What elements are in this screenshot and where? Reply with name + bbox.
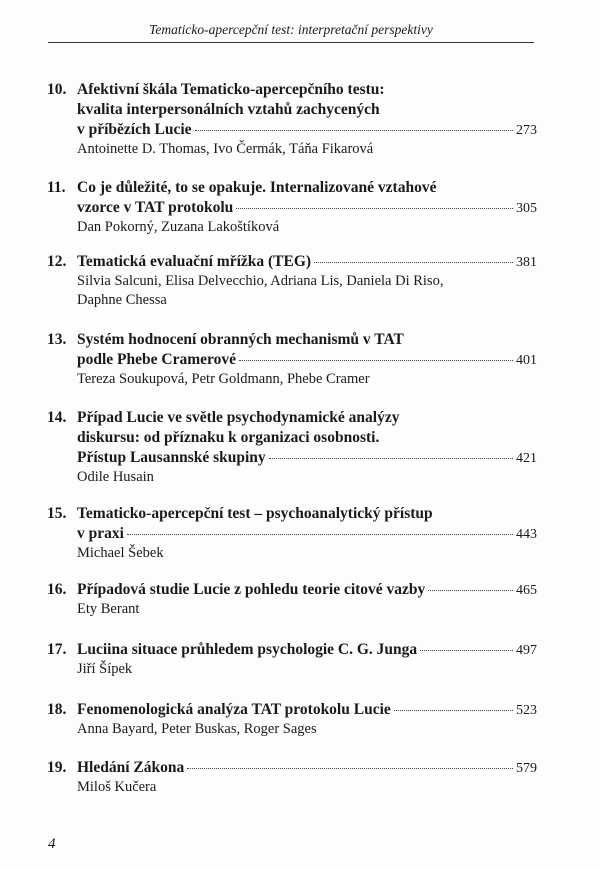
chapter-number: 15. [47,505,67,522]
chapter-title-line: Případ Lucie ve světle psychodynamické analýzy [77,409,400,426]
chapter-number: 14. [47,409,67,426]
chapter-page-number: 443 [516,527,537,542]
chapter-number: 19. [47,759,67,776]
dot-leader [428,590,513,591]
dot-leader [394,710,513,711]
chapter-authors: Dan Pokorný, Zuzana Lakoštíková [77,219,280,235]
chapter-title-line: kvalita interpersonálních vztahů zachycených [77,101,380,118]
chapter-authors: Odile Husain [77,469,154,485]
toc-entry[interactable] [47,700,537,739]
chapter-page-number: 401 [516,353,537,368]
chapter-page-number: 381 [516,255,537,270]
chapter-page-number: 273 [516,123,537,138]
chapter-title-line: Tematicko-apercepční test – psychoanalytický přístup [77,505,433,522]
chapter-page-number: 579 [516,761,537,776]
chapter-number: 13. [47,331,67,348]
chapter-authors: Silvia Salcuni, Elisa Delvecchio, Adriana Lis, Daniela Di Riso, [77,273,444,289]
chapter-authors: Jiří Šípek [77,661,133,677]
dot-leader [239,360,513,361]
chapter-number: 10. [47,81,67,98]
chapter-title-line: Tematická evaluační mřížka (TEG) [77,253,312,270]
dot-leader [420,650,513,651]
chapter-authors: Miloš Kučera [77,779,157,795]
toc-entry[interactable] [47,330,537,389]
toc-entry[interactable] [47,252,537,310]
toc-entry[interactable] [47,408,537,487]
dot-leader [314,262,513,263]
chapter-title-line: Luciina situace průhledem psychologie C. G. Junga [77,641,418,658]
dot-leader [269,458,513,459]
dot-leader [195,130,513,131]
toc-entry[interactable] [47,758,537,797]
toc-entry[interactable] [47,504,537,563]
running-header: Tematicko-apercepční test: interpretační perspektivy [48,22,534,43]
chapter-number: 12. [47,253,67,270]
dot-leader [236,208,513,209]
toc-entry[interactable] [47,80,537,159]
dot-leader [127,534,513,535]
chapter-title-line: Afektivní škála Tematicko-apercepčního testu: [77,81,385,98]
dot-leader [187,768,513,769]
chapter-authors: Ety Berant [77,601,140,617]
chapter-number: 11. [47,179,66,196]
chapter-title-line: v příbězích Lucie [77,121,192,138]
chapter-page-number: 305 [516,201,537,216]
chapter-title-line: Systém hodnocení obranných mechanismů v TAT [77,331,404,348]
chapter-title-line: Hledání Zákona [77,759,185,776]
page-number: 4 [48,836,56,852]
chapter-title-line: Přístup Lausannské skupiny [77,449,266,466]
chapter-authors: Anna Bayard, Peter Buskas, Roger Sages [77,721,317,737]
chapter-title-line: Fenomenologická analýza TAT protokolu Lucie [77,701,391,718]
chapter-page-number: 523 [516,703,537,718]
toc-entry[interactable] [47,640,537,679]
chapter-title-line: v praxi [77,525,124,542]
chapter-authors: Tereza Soukupová, Petr Goldmann, Phebe Cramer [77,371,370,387]
chapter-page-number: 497 [516,643,537,658]
chapter-number: 18. [47,701,67,718]
chapter-authors: Michael Šebek [77,545,164,561]
chapter-title-line: diskursu: od příznaku k organizaci osobnosti. [77,429,380,446]
chapter-authors: Daphne Chessa [77,292,167,308]
chapter-page-number: 421 [516,451,537,466]
toc-entry[interactable] [47,580,537,619]
chapter-number: 17. [47,641,67,658]
chapter-authors: Antoinette D. Thomas, Ivo Čermák, Táňa Fikarová [77,141,374,157]
chapter-title-line: Co je důležité, to se opakuje. Internalizované vztahové [77,179,437,196]
chapter-page-number: 465 [516,583,537,598]
toc-entry[interactable] [47,178,537,237]
chapter-title-line: vzorce v TAT protokolu [77,199,234,216]
chapter-title-line: podle Phebe Cramerové [77,351,236,368]
chapter-number: 16. [47,581,67,598]
chapter-title-line: Případová studie Lucie z pohledu teorie citové vazby [77,581,426,598]
